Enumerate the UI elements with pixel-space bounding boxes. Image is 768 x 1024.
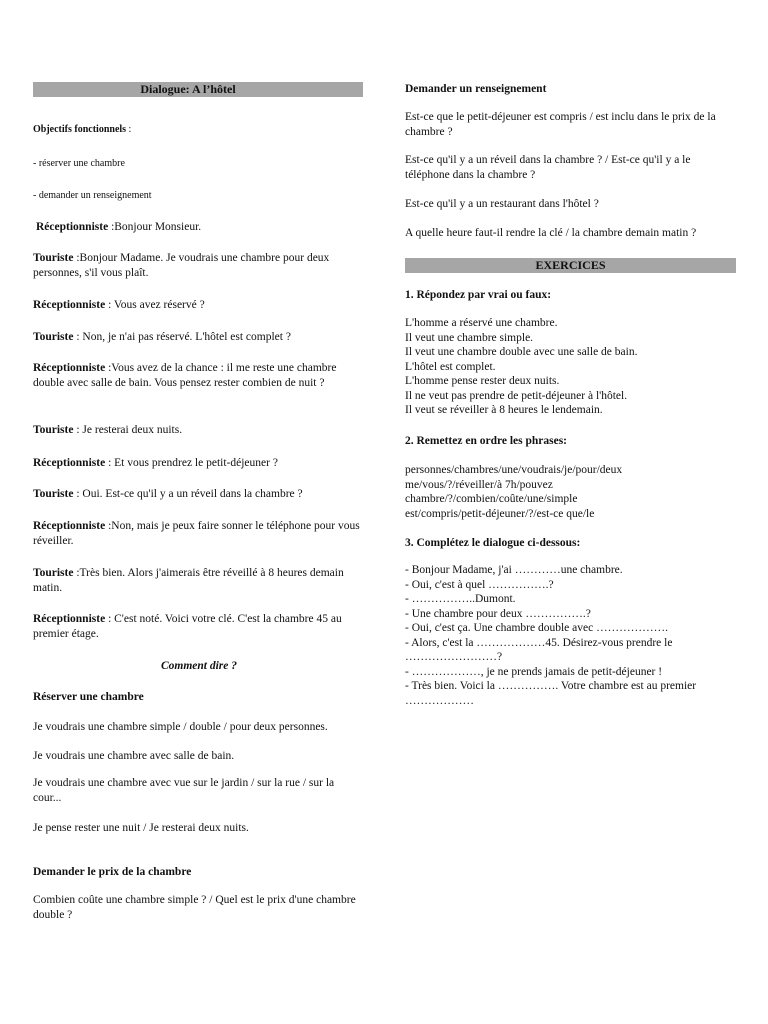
- list-item: - Bonjour Madame, j'ai …………une chambre.: [405, 564, 623, 576]
- speaker: Touriste: [33, 424, 74, 436]
- exercise-1-heading: 1. Répondez par vrai ou faux:: [405, 289, 552, 301]
- list-item: - ……………..Dumont.: [405, 593, 516, 605]
- exercices-title: EXERCICES: [535, 258, 606, 272]
- dialogue-line: Réceptionniste : Et vous prendrez le petit-déjeuner ?: [33, 457, 278, 469]
- list-item: L'hôtel est complet.: [405, 360, 496, 373]
- dialogue-line: Touriste : Non, je n'ai pas réservé. L'hôtel est complet ?: [33, 331, 291, 343]
- speaker: Touriste: [33, 252, 74, 264]
- comment-dire-heading: Comment dire ?: [160, 660, 238, 672]
- dialogue-line: Réceptionniste :Vous avez de la chance : il me reste une chambre double avec salle de bain. Vous pensez rester combien de nuit ?: [33, 362, 337, 389]
- dialogue-line: Touriste :Bonjour Madame. Je voudrais une chambre pour deux personnes, s'il vous plaît.: [33, 252, 330, 279]
- speaker: Réceptionniste: [33, 613, 106, 625]
- objectifs-heading: Objectifs fonctionnels :: [33, 124, 132, 135]
- dialogue-line: Réceptionniste : Vous avez réservé ?: [33, 299, 205, 311]
- speaker: Réceptionniste: [33, 299, 106, 311]
- dialogue-line: Touriste : Je resterai deux nuits.: [33, 424, 183, 436]
- phrase-line: Est-ce que le petit-déjeuner est compris / est inclu dans le prix de la chambre ?: [405, 111, 716, 138]
- list-item: L'homme a réservé une chambre.: [405, 317, 558, 329]
- phrase-line: Je pense rester une nuit / Je resterai deux nuits.: [33, 822, 249, 834]
- dialogue-line: Réceptionniste : C'est noté. Voici votre clé. C'est la chambre 45 au premier étage.: [33, 613, 342, 640]
- list-item: - Oui, c'est à quel …………….?: [405, 578, 554, 591]
- prix-heading: Demander le prix de la chambre: [33, 866, 192, 878]
- list-item: Il ne veut pas prendre de petit-déjeuner à l'hôtel.: [405, 389, 628, 402]
- phrase-line: Combien coûte une chambre simple ? / Quel est le prix d'une chambre double ?: [33, 894, 356, 921]
- phrase-line: Je voudrais une chambre avec salle de bain.: [33, 750, 235, 762]
- list-item: chambre/?/combien/coûte/une/simple: [405, 493, 578, 505]
- speaker: Réceptionniste: [36, 221, 109, 233]
- list-item: - Oui, c'est ça. Une chambre double avec ……………….: [405, 622, 668, 634]
- list-item: est/compris/petit-déjeuner/?/est-ce que/le: [405, 507, 595, 520]
- phrase-line: Est-ce qu'il y a un réveil dans la chambre ? / Est-ce qu'il y a le téléphone dans la chambre ?: [405, 154, 691, 181]
- list-item: Il veut une chambre simple.: [405, 331, 534, 344]
- dialogue-line: Touriste : Oui. Est-ce qu'il y a un réveil dans la chambre ?: [33, 488, 303, 500]
- list-item: - Très bien. Voici la ……………. Votre chambre est au premier ………………: [405, 680, 697, 707]
- list-item: personnes/chambres/une/voudrais/je/pour/deux: [405, 464, 623, 476]
- dialogue-title-bar: [33, 82, 363, 97]
- exercise-3-heading: 3. Complétez le dialogue ci-dessous:: [405, 537, 581, 549]
- dialogue-title: Dialogue: A l’hôtel: [140, 82, 236, 96]
- speaker: Réceptionniste: [33, 520, 106, 532]
- speaker: Touriste: [33, 488, 74, 500]
- exercise-2-list: [405, 463, 737, 521]
- phrase-line: Je voudrais une chambre simple / double / pour deux personnes.: [33, 721, 328, 733]
- list-item: - Une chambre pour deux …………….?: [405, 607, 591, 620]
- list-item: L'homme pense rester deux nuits.: [405, 375, 560, 387]
- exercise-1-list: [405, 316, 737, 418]
- objectif-item: - réserver une chambre: [33, 158, 125, 169]
- dialogue-line: Touriste :Très bien. Alors j'aimerais être réveillé à 8 heures demain matin.: [33, 567, 344, 594]
- exercices-title-bar: [405, 258, 736, 273]
- speaker: Touriste: [33, 567, 74, 579]
- renseignement-heading: Demander un renseignement: [405, 83, 547, 95]
- objectif-item: - demander un renseignement: [33, 190, 152, 201]
- dialogue-line: Réceptionniste :Non, mais je peux faire sonner le téléphone pour vous réveiller.: [33, 520, 360, 547]
- speaker: Touriste: [33, 331, 74, 343]
- phrase-line: Je voudrais une chambre avec vue sur le jardin / sur la rue / sur la cour...: [33, 777, 335, 804]
- phrase-line: Est-ce qu'il y a un restaurant dans l'hôtel ?: [405, 198, 599, 210]
- exercise-3-list: [405, 563, 737, 708]
- dialogue-line: Réceptionniste :Bonjour Monsieur.: [36, 221, 202, 233]
- list-item: me/vous/?/réveiller/à 7h/pouvez: [405, 478, 553, 491]
- exercise-2-heading: 2. Remettez en ordre les phrases:: [405, 435, 568, 447]
- reserver-heading: Réserver une chambre: [33, 691, 144, 703]
- speaker: Réceptionniste: [33, 457, 106, 469]
- list-item: - ………………, je ne prends jamais de petit-déjeuner !: [405, 665, 663, 678]
- list-item: Il veut une chambre double avec une salle de bain.: [405, 346, 638, 358]
- list-item: - Alors, c'est la ………………45. Désirez-vous prendre le ……………………?: [405, 636, 673, 663]
- phrase-line: A quelle heure faut-il rendre la clé / la chambre demain matin ?: [405, 227, 697, 239]
- speaker: Réceptionniste: [33, 362, 106, 374]
- list-item: Il veut se réveiller à 8 heures le lendemain.: [405, 404, 603, 416]
